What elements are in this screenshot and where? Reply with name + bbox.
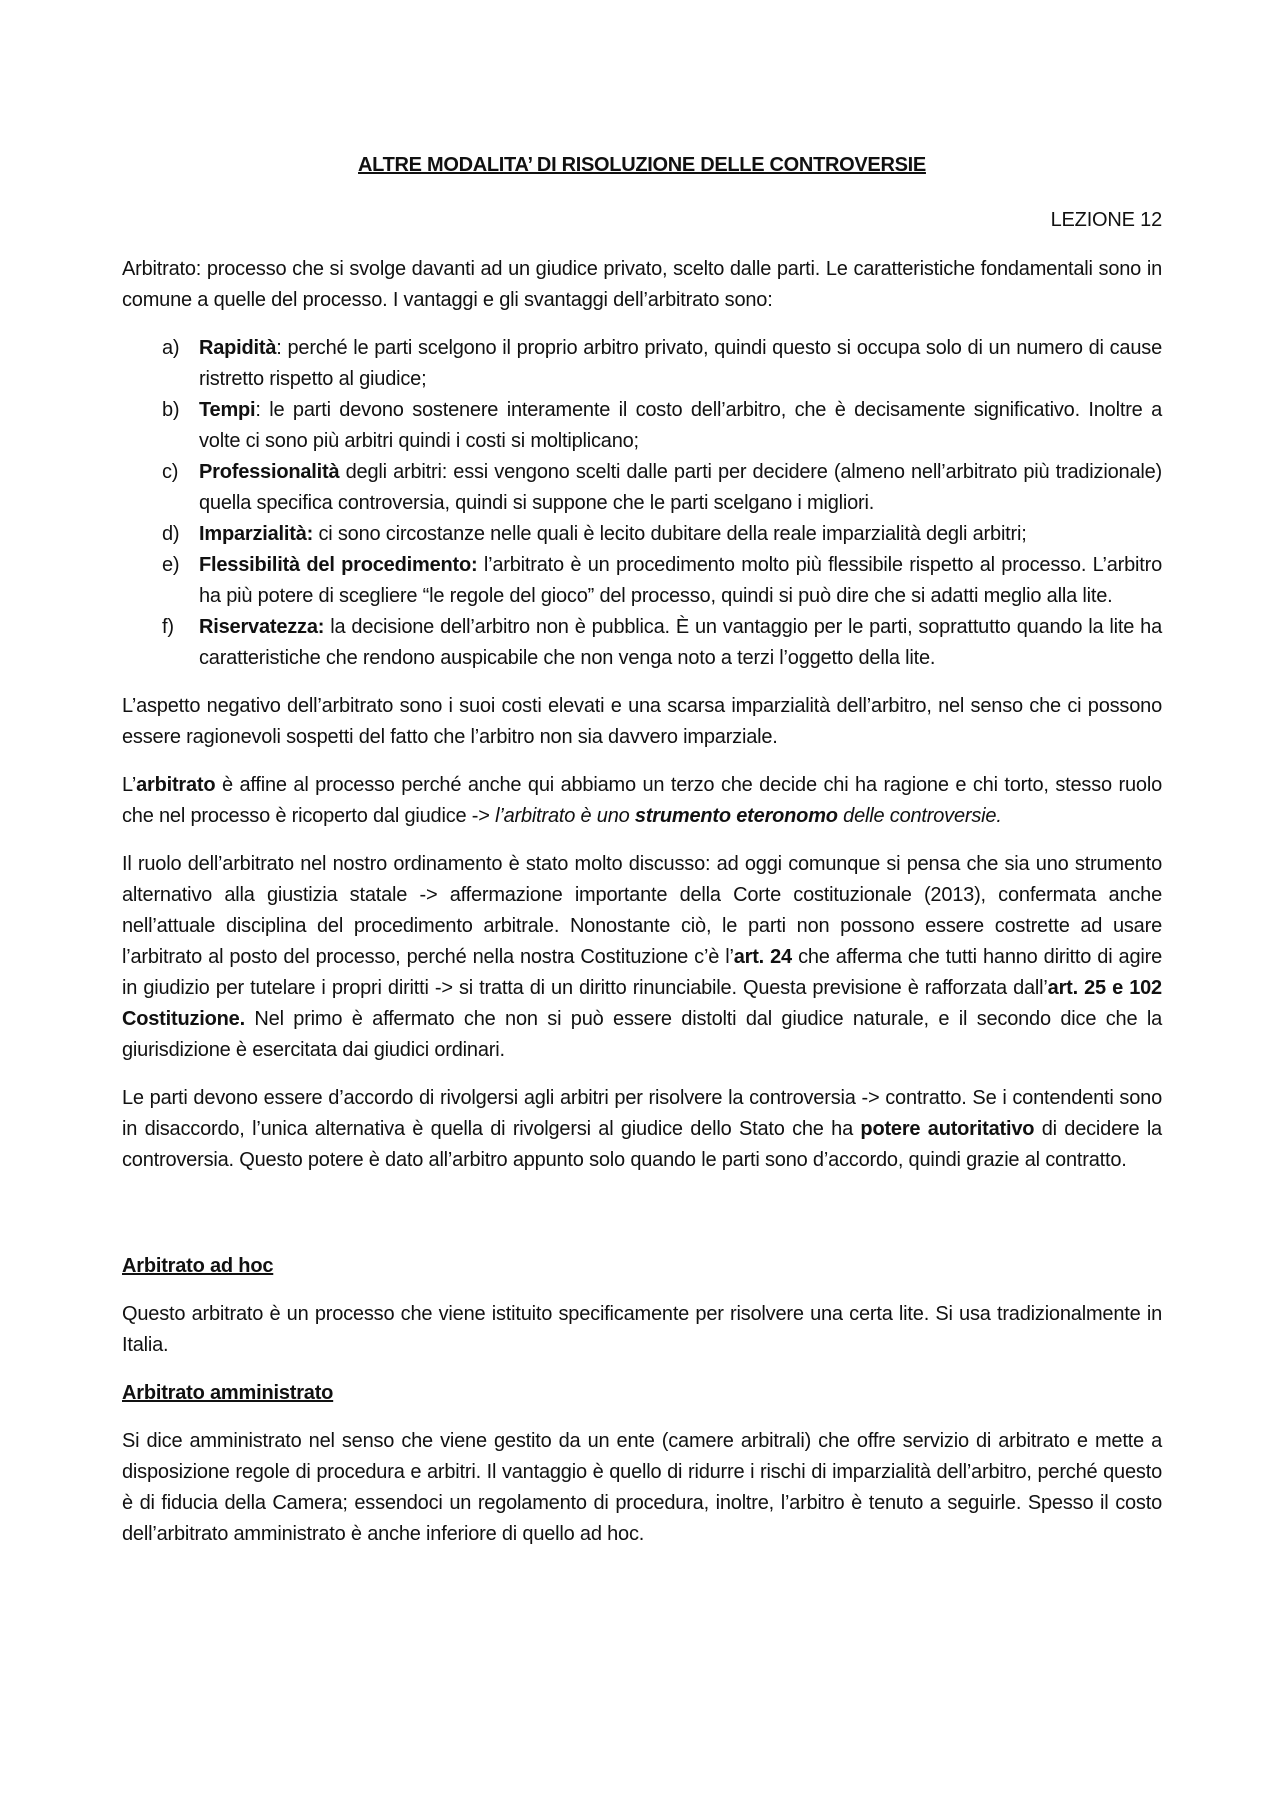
list-item: [122, 333, 1162, 395]
parties-paragraph: [122, 1083, 1162, 1176]
lesson-label: LEZIONE 12: [1050, 209, 1162, 231]
adhoc-paragraph: Questo arbitrato è un processo che viene istituito specificamente per risolvere una certa lite. Si usa tradizionalmente in Italia.: [122, 1303, 1162, 1356]
list-marker: c): [162, 461, 179, 483]
list-item: [122, 395, 1162, 457]
list-marker: f): [162, 616, 174, 638]
section-spacer: [122, 1193, 1162, 1251]
list-item-term: Imparzialità:: [199, 523, 314, 545]
list-item: [122, 612, 1162, 674]
text-run: L’: [122, 774, 137, 796]
document-body: [122, 150, 1162, 1567]
list-item-term: Professionalità: [199, 461, 340, 483]
list-marker: a): [162, 337, 180, 359]
pros-cons-list: [122, 333, 1162, 674]
list-item-term: Flessibilità del procedimento:: [199, 554, 478, 576]
text-run: è affine al processo perché anche qui abbiamo un terzo che decide chi ha ragione e chi torto, stesso ruolo che nel processo è ricoperto dal giudice ->: [122, 774, 1162, 827]
section-heading-adhoc: Arbitrato ad hoc: [122, 1255, 274, 1277]
list-marker: e): [162, 554, 180, 576]
role-paragraph: [122, 849, 1162, 1066]
list-item-text: : le parti devono sostenere interamente il costo dell’arbitro, che è decisamente significativo. Inoltre a volte ci sono più arbitri quindi i costi si moltiplicano;: [199, 399, 1162, 452]
list-marker: d): [162, 523, 180, 545]
bold-term: art. 24: [733, 946, 792, 968]
list-marker: b): [162, 399, 180, 421]
bold-term: potere autoritativo: [860, 1118, 1035, 1140]
document-title: ALTRE MODALITA’ DI RISOLUZIONE DELLE CONTROVERSIE: [358, 154, 926, 176]
text-run: Le parti devono essere d’accordo di rivolgersi agli arbitri per risolvere la controversia -> contratto. Se i contendenti sono in disaccordo, l’unica alternativa è quella di rivolgersi al giudice dello Stato che ha: [122, 1087, 1162, 1140]
text-run: Nel primo è affermato che non si può essere distolti dal giudice naturale, e il secondo dice che la giurisdizione è esercitata dai giudici ordinari.: [122, 1008, 1162, 1061]
list-item: [122, 550, 1162, 612]
intro-paragraph: Arbitrato: processo che si svolge davanti ad un giudice privato, scelto dalle parti. Le caratteristiche fondamentali sono in comune a quelle del processo. I vantaggi e gli svantaggi dell’arbitrato sono:: [122, 258, 1162, 311]
list-item-text: l’arbitrato è un procedimento molto più flessibile rispetto al processo. L’arbitro ha più potere di scegliere “le regole del gioco” del processo, quindi si può dire che si adatti meglio alla lite.: [199, 554, 1163, 607]
italic-run: delle controversie.: [837, 805, 1002, 827]
affinity-paragraph: [122, 770, 1162, 832]
list-item: [122, 519, 1162, 550]
list-item-text: la decisione dell’arbitro non è pubblica. È un vantaggio per le parti, soprattutto quando la lite ha caratteristiche che rendono auspicabile che non venga noto a terzi l’oggetto della lite.: [199, 616, 1162, 669]
amministrato-paragraph: Si dice amministrato nel senso che viene gestito da un ente (camere arbitrali) che offre servizio di arbitrato e mette a disposizione regole di procedura e arbitri. Il vantaggio è quello di ridurre i rischi di imparzialità dell’arbitro, perché questo è di fiducia della Camera; essendoci un regolamento di procedura, inoltre, l’arbitro è tenuto a seguirle. Spesso il costo dell’arbitrato amministrato è anche inferiore di quello ad hoc.: [122, 1430, 1162, 1545]
text-run: Il ruolo dell’arbitrato nel nostro ordinamento è stato molto discusso: ad oggi comunque si pensa che sia uno strumento alternativo alla giustizia statale -> affermazione importante della Corte costituzionale (2013), confermata anche nell’attuale disciplina del procedimento arbitrale. Nonostante ciò, le parti non possono essere costrette ad usare l’arbitrato al posto del processo, perché nella nostra Costituzione c’è l’: [122, 853, 1162, 968]
text-run: che afferma che tutti hanno diritto di agire in giudizio per tutelare i propri diritti -> si tratta di un diritto rinunciabile. Questa previsione è rafforzata dall’: [122, 946, 1163, 999]
bold-term: art. 25 e 102 Costituzione.: [122, 977, 1162, 1030]
list-item-text: ci sono circostanze nelle quali è lecito dubitare della reale imparzialità degli arbitri;: [313, 523, 1027, 545]
bold-term: arbitrato: [136, 774, 216, 796]
text-run: di decidere la controversia. Questo potere è dato all’arbitro appunto solo quando le parti sono d’accordo, quindi grazie al contratto.: [122, 1118, 1162, 1171]
negative-aspects-paragraph: L’aspetto negativo dell’arbitrato sono i suoi costi elevati e una scarsa imparzialità dell’arbitro, nel senso che ci possono essere ragionevoli sospetti del fatto che l’arbitro non sia davvero imparziale.: [122, 695, 1162, 748]
list-item-term: Riservatezza:: [199, 616, 325, 638]
list-item-text: degli arbitri: essi vengono scelti dalle parti per decidere (almeno nell’arbitrato più tradizionale) quella specifica controversia, quindi si suppone che le parti scelgano i migliori.: [199, 461, 1162, 514]
section-heading-amministrato: Arbitrato amministrato: [122, 1382, 334, 1404]
bold-italic-term: strumento eteronomo: [634, 805, 838, 827]
list-item-term: Tempi: [199, 399, 256, 421]
list-item: [122, 457, 1162, 519]
list-item-term: Rapidità: [199, 337, 277, 359]
italic-run: l’arbitrato è uno: [495, 805, 635, 827]
list-item-text: : perché le parti scelgono il proprio arbitro privato, quindi questo si occupa solo di un numero di cause ristretto rispetto al giudice;: [199, 337, 1162, 390]
